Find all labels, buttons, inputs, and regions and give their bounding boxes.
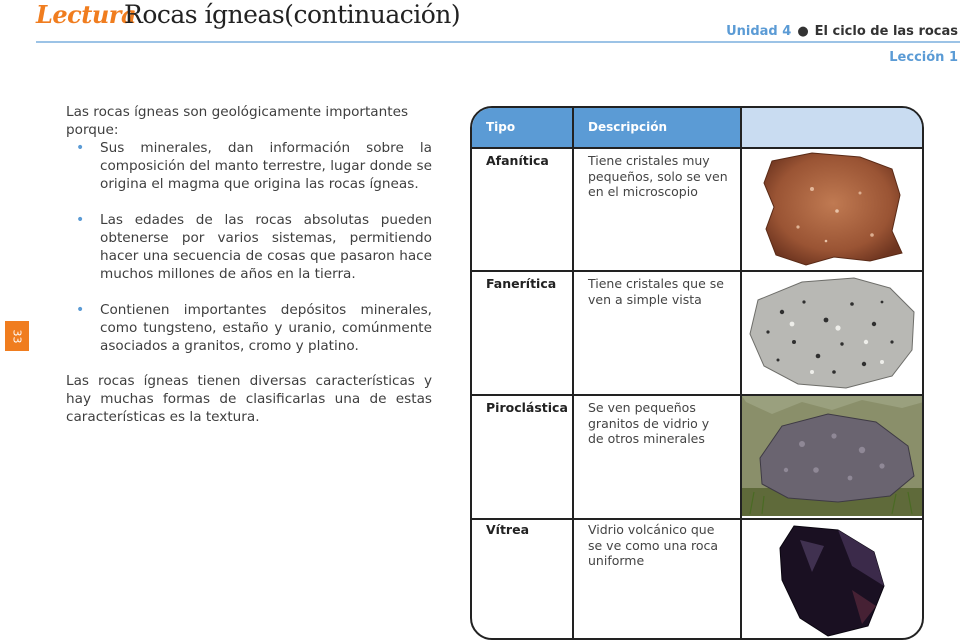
bullet-dot-icon: ● bbox=[797, 24, 809, 39]
row-desc-piroclastica: Se ven pequeños granitos de vidrio y de otros minerales bbox=[588, 400, 710, 446]
bullet-icon: • bbox=[76, 302, 85, 318]
texture-table bbox=[470, 106, 924, 640]
row-type-faneritica: Fanerítica bbox=[486, 276, 557, 291]
intro-paragraph: Las rocas ígneas son geológicamente importantes porque: bbox=[66, 104, 409, 138]
list-item: • Las edades de las rocas absolutas pueden obtenerse por varios sistemas, permitiendo hacer una secuencia de cosas que pasaron hace muchos millones de años en la tierra. bbox=[76, 212, 432, 282]
row-desc-vitrea: Vidrio volcánico que se ve como una roca uniforme bbox=[588, 522, 719, 568]
table-header bbox=[472, 108, 922, 147]
header-descripcion: Descripción bbox=[588, 120, 667, 134]
list-item: • Contienen importantes depósitos minerales, como tungsteno, estaño y uranio, comúnmente asociados a granitos, cromo y platino. bbox=[76, 302, 432, 354]
header-tipo: Tipo bbox=[486, 120, 516, 134]
header-image-cell bbox=[740, 108, 922, 147]
bullet-icon: • bbox=[76, 212, 85, 228]
column-divider bbox=[572, 108, 574, 638]
vitrea-obsidian-image bbox=[742, 520, 924, 640]
bullet-icon: • bbox=[76, 140, 85, 156]
unit-line bbox=[726, 24, 958, 39]
faneritica-granite-image bbox=[742, 272, 924, 392]
page-title: Rocas ígneas(continuación) bbox=[124, 0, 461, 29]
page-number: 33 bbox=[10, 329, 24, 343]
outro-paragraph: Las rocas ígneas tienen diversas características y hay muchas formas de clasificarlas una de estas características es la textura. bbox=[66, 373, 432, 425]
list-item: • Sus minerales, dan información sobre la composición del manto terrestre, lugar donde se origina el magma que origina las rocas ígneas. bbox=[76, 140, 432, 192]
unit-title: El ciclo de las rocas bbox=[814, 24, 958, 39]
row-desc-afanitica: Tiene cristales muy pequeños, solo se ven en el microscopio bbox=[588, 153, 728, 199]
header-rule bbox=[36, 41, 960, 43]
row-type-afanitica: Afanítica bbox=[486, 153, 549, 168]
afanitica-rock-image bbox=[742, 149, 924, 269]
row-desc-faneritica: Tiene cristales que se ven a simple vista bbox=[588, 276, 724, 307]
page-number-tab bbox=[5, 321, 29, 351]
lesson-label: Lección 1 bbox=[889, 50, 958, 65]
importance-list bbox=[66, 139, 432, 373]
lectura-label: Lectura bbox=[36, 0, 136, 29]
unit-label: Unidad 4 bbox=[726, 24, 792, 39]
piroclastica-rock-image bbox=[742, 396, 924, 516]
row-type-piroclastica: Piroclástica bbox=[486, 400, 568, 415]
row-type-vitrea: Vítrea bbox=[486, 522, 530, 537]
